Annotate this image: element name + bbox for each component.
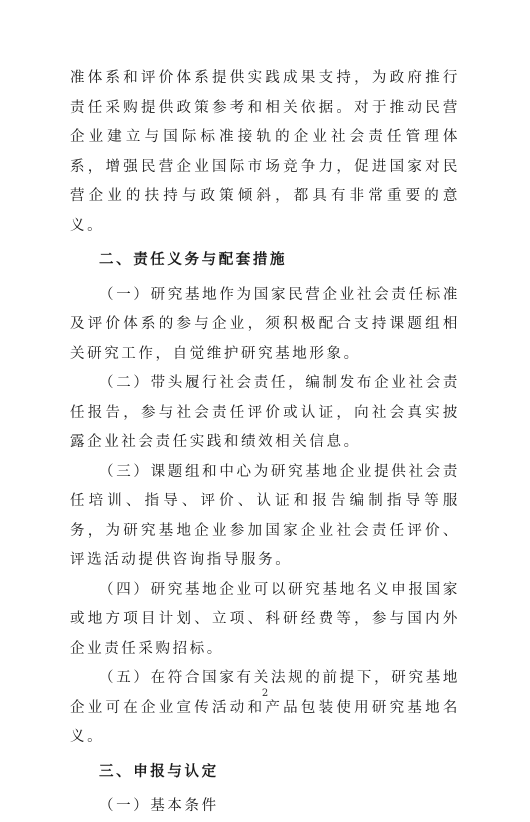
paragraph-basic-conditions: （一）基本条件 [99,798,219,814]
paragraph-item-1: （一）研究基地作为国家民营企业社会责任标准及评价体系的参与企业，须积极配合支持课题组相关研究工作，自觉维护研究基地形象。 [70,286,460,362]
section-heading-responsibilities: 二、责任义务与配套措施 [99,252,288,268]
paragraph-intro-continuation: 准体系和评价体系提供实践成果支持，为政府推行责任采购提供政策参考和相关依据。对于推动民营企业建立与国际标准接轨的企业社会责任管理体系，增强民营企业国际市场竞争力，促进国家对民营企业的扶持与政策倾斜，都具有非常重要的意义。 [70,70,460,234]
paragraph-item-2: （二）带头履行社会责任，编制发布企业社会责任报告，参与社会责任评价或认证，向社会真实披露企业社会责任实践和绩效相关信息。 [70,375,460,450]
page-number: 2 [261,688,269,699]
paragraph-item-4: （四）研究基地企业可以研究基地名义申报国家或地方项目计划、立项、科研经费等，参与国内外企业责任采购招标。 [70,581,460,657]
paragraph-item-5: （五）在符合国家有关法规的前提下，研究基地企业可在企业宣传活动和产品包装使用研究基地名义。 [70,670,460,745]
section-heading-application: 三、申报与认定 [99,763,219,780]
paragraph-item-3: （三）课题组和中心为研究基地企业提供社会责任培训、指导、评价、认证和报告编制指导等服务，为研究基地企业参加国家企业社会责任评价、评选活动提供咨询指导服务。 [70,463,460,568]
